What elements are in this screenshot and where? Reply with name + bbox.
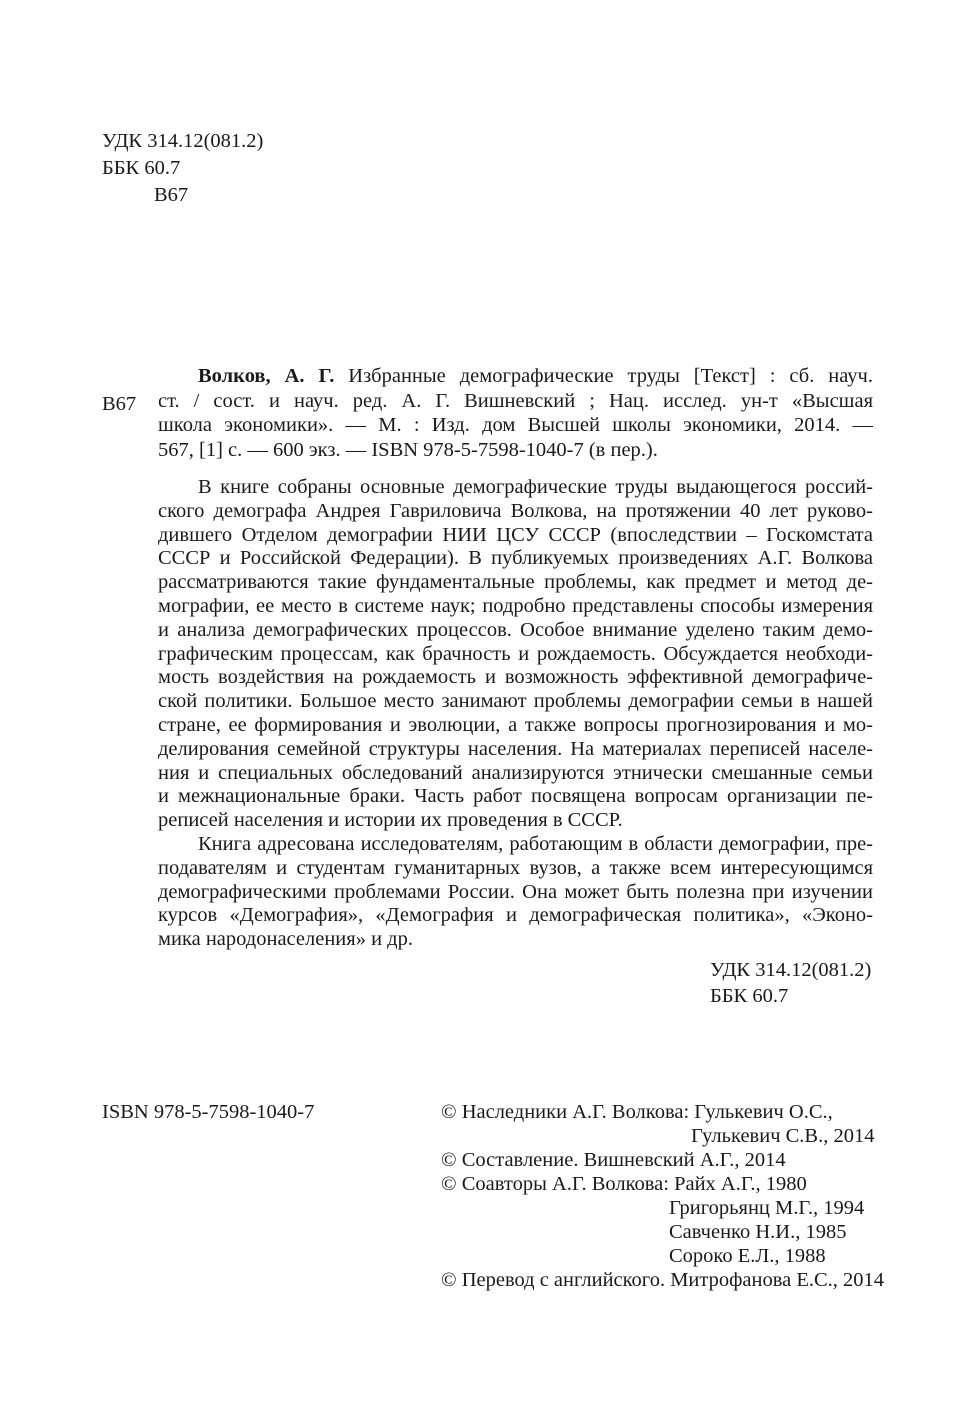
abstract-line: стране, ее формирования и эволюции, а также вопросы прогнозирования и мо- [158, 713, 873, 736]
classification-block-bottom [710, 957, 871, 1009]
udk-code: УДК 314.12(081.2) [710, 959, 872, 981]
entry-line-4: 567, [1] с. — 600 экз. — ISBN 978-5-7598-1040-7 (в пер.). [158, 438, 658, 461]
entry-title: Избранные демографические труды [Текст] : сб. науч. [334, 365, 873, 387]
abstract [158, 476, 873, 952]
bbk-code: ББК 60.7 [710, 985, 789, 1007]
abstract-line: мость воздействия на рождаемость и возможность эффективной демографиче- [158, 666, 873, 689]
abstract-line: ской политики. Большое место занимают проблемы демографии семьи в нашей [158, 690, 873, 713]
abstract-line: делирования семейной структуры населения. На материалах переписей населе- [158, 737, 873, 760]
copyright-heirs: © Наследники А.Г. Волкова: Гулькевич О.С., [441, 1101, 833, 1123]
abstract-line: курсов «Демография», «Демография и демографическая политика», «Эконо- [158, 904, 873, 927]
udk-code: УДК 314.12(081.2) [102, 130, 264, 152]
copyright-coauthors: © Соавторы А.Г. Волкова: Райх А.Г., 1980 [441, 1173, 807, 1195]
abstract-line: В книге собраны основные демографические труды выдающегося россий- [198, 476, 873, 498]
copyright-block [441, 1100, 884, 1292]
abstract-line: мика народонаселения» и др. [158, 928, 413, 951]
abstract-line: СССР и Российской Федерации). В публикуемых произведениях А.Г. Волкова [158, 547, 873, 570]
abstract-line: ского демографа Андрея Гавриловича Волкова, на протяжении 40 лет руково- [158, 499, 873, 522]
abstract-line: реписей населения и истории их проведения в СССР. [158, 809, 623, 832]
abstract-line: демографическими проблемами России. Она может быть полезна при изучении [158, 880, 873, 903]
abstract-line: Книга адресована исследователям, работающим в области демографии, пре- [198, 832, 873, 855]
entry-line-2: ст. / сост. и науч. ред. А. Г. Вишневский ; Нац. исслед. ун-т «Высшая [158, 389, 873, 412]
author-mark-side: В67 [102, 393, 137, 415]
entry-line-3: школа экономики». — М. : Изд. дом Высшей школы экономики, 2014. — [158, 414, 873, 436]
abstract-line: ния и специальных обследований анализируются этнически смешанные семьи [158, 761, 873, 784]
classification-block-top [102, 128, 263, 209]
copyright-coauthor: Григорьянц М.Г., 1994 [669, 1197, 865, 1219]
copyright-coauthor: Сороко Е.Л., 1988 [669, 1245, 826, 1267]
abstract-line: и анализа демографических процессов. Особое внимание уделено таким демо- [158, 618, 873, 641]
copyright-coauthor: Савченко Н.И., 1985 [669, 1221, 847, 1243]
author-mark-code: В67 [154, 184, 189, 206]
abstract-line: мографии, ее место в системе наук; подробно представлены способы измерения [158, 594, 873, 617]
abstract-line: дившего Отделом демографии НИИ ЦСУ СССР (впоследствии – Госкомстата [158, 523, 873, 546]
copyright-translation: © Перевод с английского. Митрофанова Е.С., 2014 [441, 1269, 885, 1291]
isbn: ISBN 978-5-7598-1040-7 [102, 1101, 315, 1123]
copyright-compilation: © Составление. Вишневский А.Г., 2014 [441, 1149, 786, 1171]
entry-line-1 [158, 364, 873, 389]
bibliographic-entry [158, 364, 873, 462]
abstract-line: рассматриваются такие фундаментальные проблемы, как предмет и метод де- [158, 571, 873, 594]
bbk-code: ББК 60.7 [102, 157, 181, 179]
abstract-line: графическим процессам, как брачность и рождаемость. Обсуждается необходи- [158, 642, 873, 665]
copyright-heirs-continued: Гулькевич С.В., 2014 [691, 1125, 875, 1147]
abstract-line: подавателям и студентам гуманитарных вузов, а также всем интересующимся [158, 856, 873, 879]
abstract-line: и межнациональные браки. Часть работ посвящена вопросам организации пе- [158, 785, 873, 808]
entry-author: Волков, А. Г. [198, 365, 335, 387]
